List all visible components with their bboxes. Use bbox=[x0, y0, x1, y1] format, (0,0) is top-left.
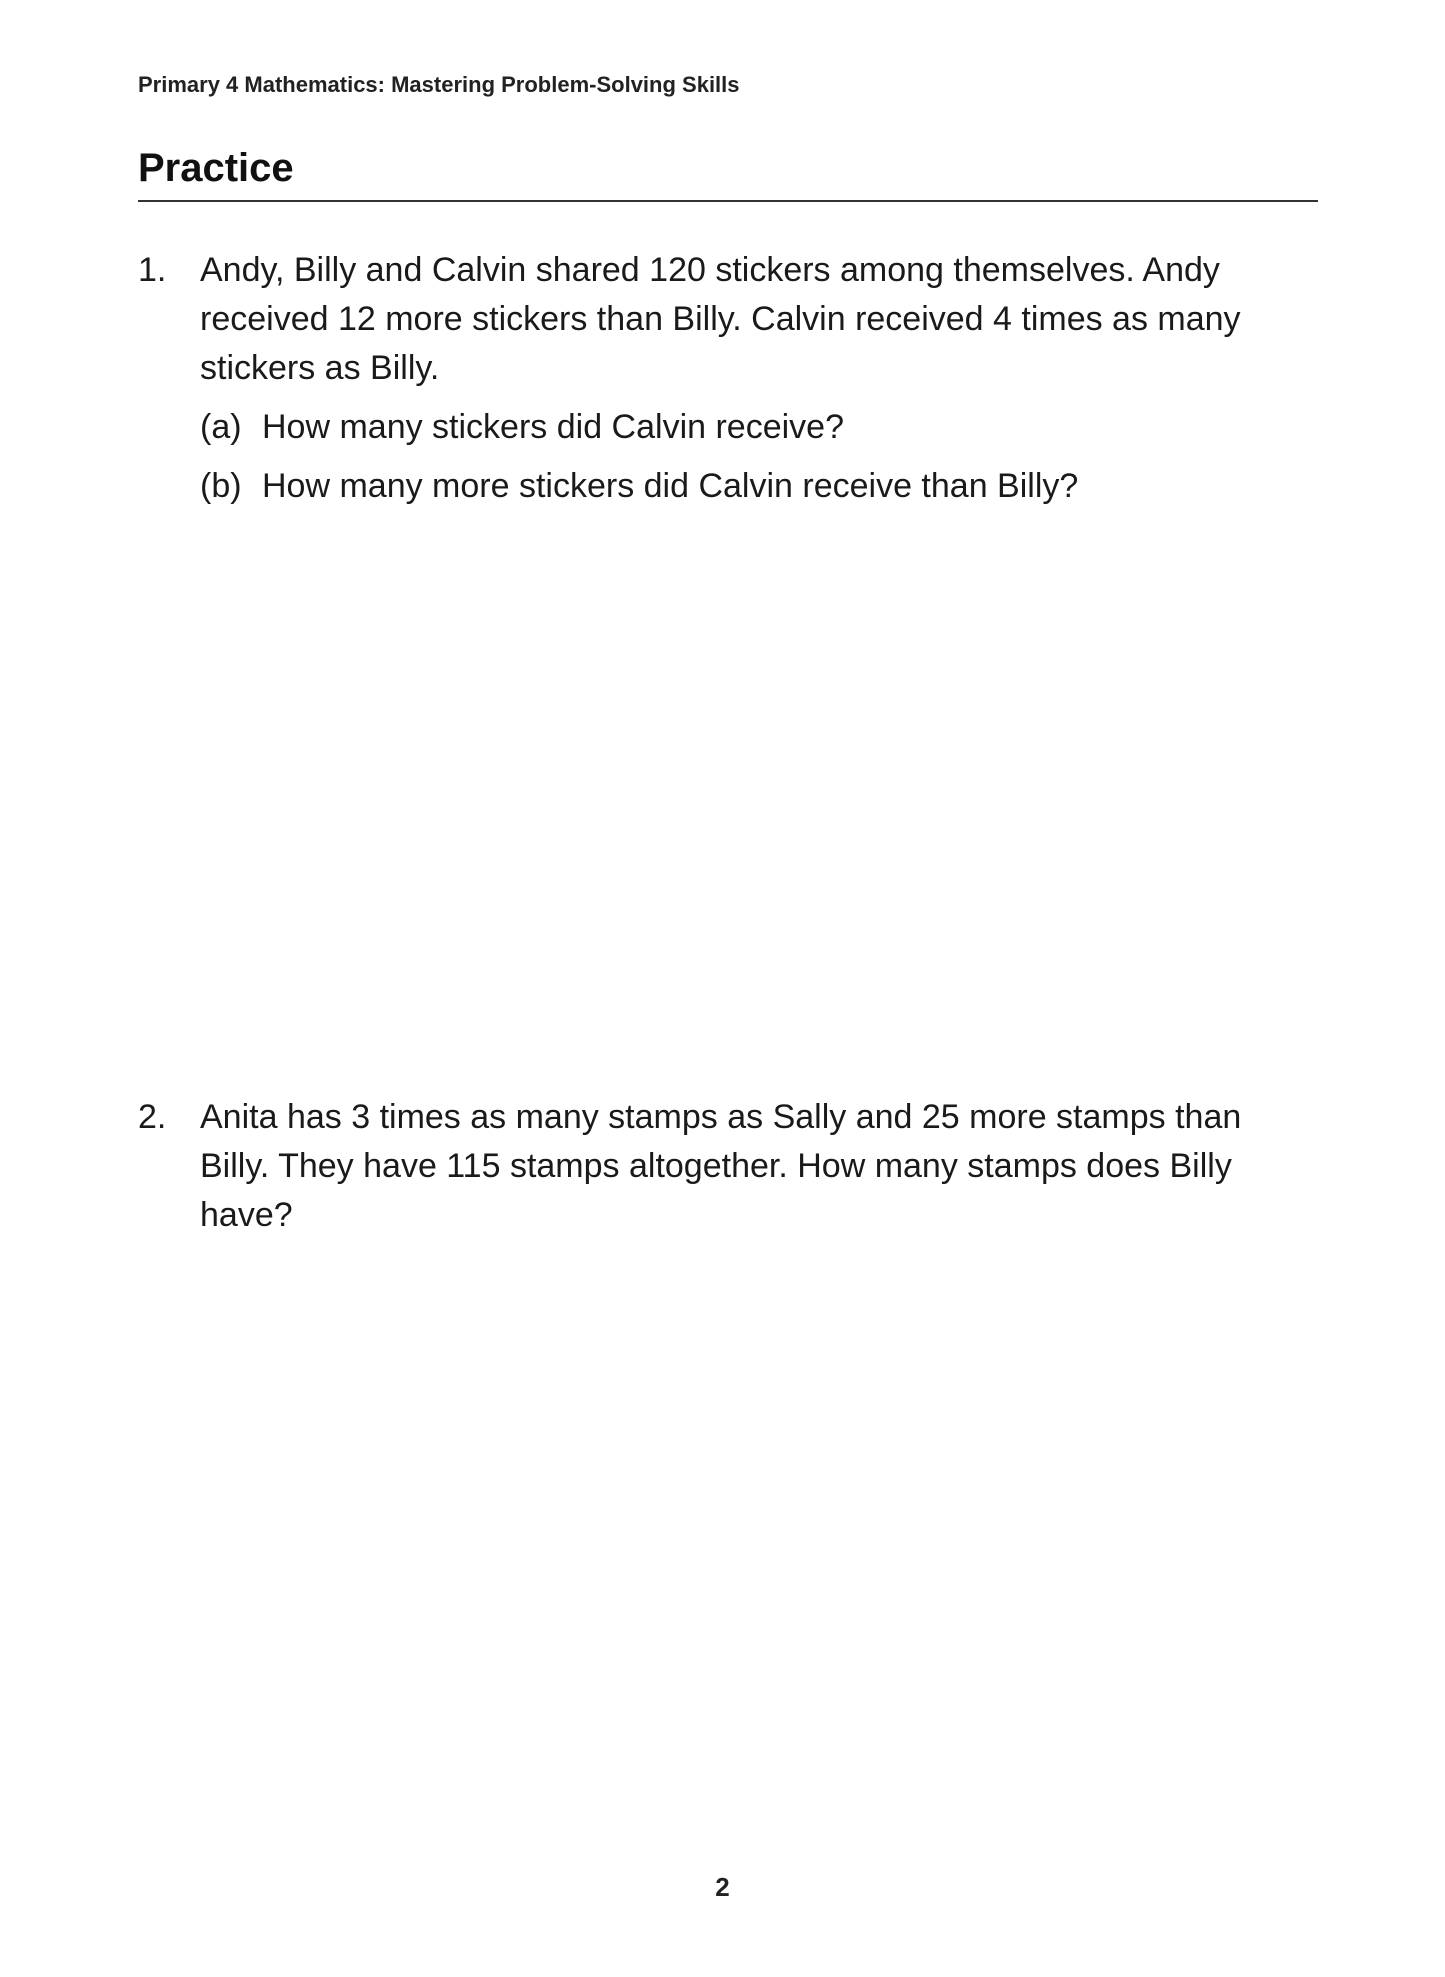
question-text: Andy, Billy and Calvin shared 120 stickers among themselves. Andy received 12 more stickers than Billy. Calvin received 4 times as many stickers as Billy. bbox=[200, 251, 1241, 387]
question-number: 1. bbox=[138, 251, 167, 289]
section-title: Practice bbox=[138, 146, 294, 190]
question-number: 2. bbox=[138, 1098, 167, 1136]
subpart-a bbox=[200, 403, 1318, 452]
running-header: Primary 4 Mathematics: Mastering Problem-Solving Skills bbox=[138, 72, 740, 97]
question-text: Anita has 3 times as many stamps as Sally and 25 more stamps than Billy. They have 115 stamps altogether. How many stamps does Billy have? bbox=[200, 1098, 1242, 1234]
question-subparts bbox=[200, 403, 1318, 511]
page-number: 2 bbox=[715, 1872, 730, 1902]
subpart-b bbox=[200, 462, 1318, 511]
subpart-text: How many stickers did Calvin receive? bbox=[262, 408, 844, 446]
question-1 bbox=[138, 246, 1318, 521]
subpart-label: (b) bbox=[200, 467, 242, 505]
question-2 bbox=[138, 1093, 1318, 1240]
subpart-label: (a) bbox=[200, 408, 242, 446]
title-divider bbox=[138, 200, 1318, 202]
subpart-text: How many more stickers did Calvin receive than Billy? bbox=[262, 467, 1079, 505]
